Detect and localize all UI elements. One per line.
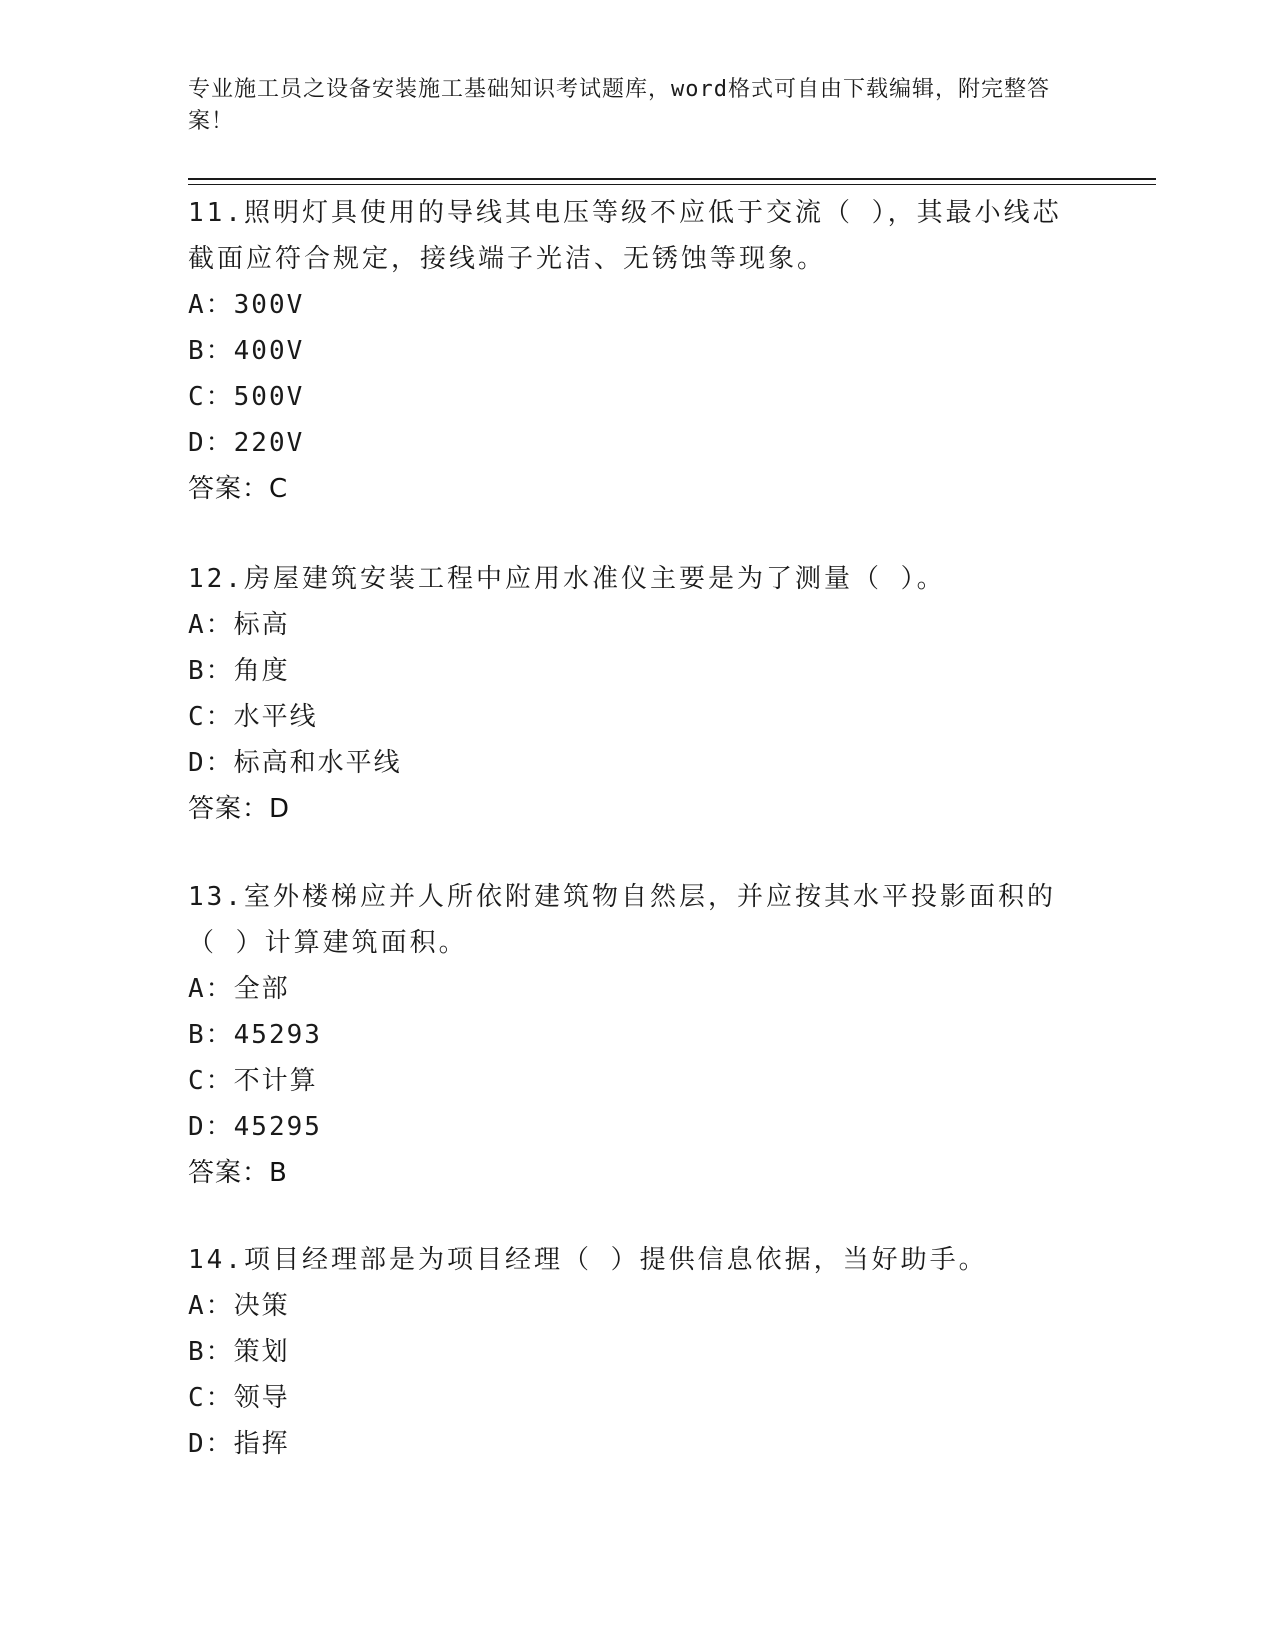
option-d: D：45295 bbox=[188, 1112, 322, 1142]
option-c: C：领导 bbox=[188, 1383, 290, 1413]
option-b: B：45293 bbox=[188, 1020, 322, 1050]
header-divider-thin bbox=[188, 184, 1156, 185]
option-b: B：策划 bbox=[188, 1337, 290, 1367]
answer-line: 答案：B bbox=[188, 1158, 288, 1188]
question-12 bbox=[188, 556, 1068, 832]
header-divider-thick bbox=[188, 178, 1156, 180]
question-13 bbox=[188, 874, 1068, 1196]
option-c: C：水平线 bbox=[188, 702, 318, 732]
option-a: A：300V bbox=[188, 290, 305, 320]
option-c: C：500V bbox=[188, 382, 305, 412]
option-b: B：400V bbox=[188, 336, 305, 366]
document-header: 专业施工员之设备安装施工基础知识考试题库，word格式可自由下载编辑，附完整答案！ bbox=[188, 77, 1050, 134]
option-b: B：角度 bbox=[188, 656, 290, 686]
question-14 bbox=[188, 1237, 1068, 1467]
option-a: A：决策 bbox=[188, 1291, 290, 1321]
question-stem: 13.室外楼梯应并人所依附建筑物自然层，并应按其水平投影面积的（ ）计算建筑面积。 bbox=[188, 882, 1056, 958]
option-d: D：220V bbox=[188, 428, 305, 458]
option-a: A：全部 bbox=[188, 974, 290, 1004]
option-a: A：标高 bbox=[188, 610, 290, 640]
question-stem: 14.项目经理部是为项目经理（ ）提供信息依据，当好助手。 bbox=[188, 1245, 988, 1275]
answer-line: 答案：C bbox=[188, 474, 289, 504]
option-d: D：指挥 bbox=[188, 1429, 290, 1459]
answer-line: 答案：D bbox=[188, 794, 291, 824]
question-stem: 12.房屋建筑安装工程中应用水准仪主要是为了测量（ ）。 bbox=[188, 564, 946, 594]
question-11 bbox=[188, 190, 1068, 512]
option-d: D：标高和水平线 bbox=[188, 748, 402, 778]
question-stem: 11.照明灯具使用的导线其电压等级不应低于交流（ ），其最小线芯截面应符合规定，接线端子光洁、无锈蚀等现象。 bbox=[188, 198, 1062, 274]
option-c: C：不计算 bbox=[188, 1066, 318, 1096]
